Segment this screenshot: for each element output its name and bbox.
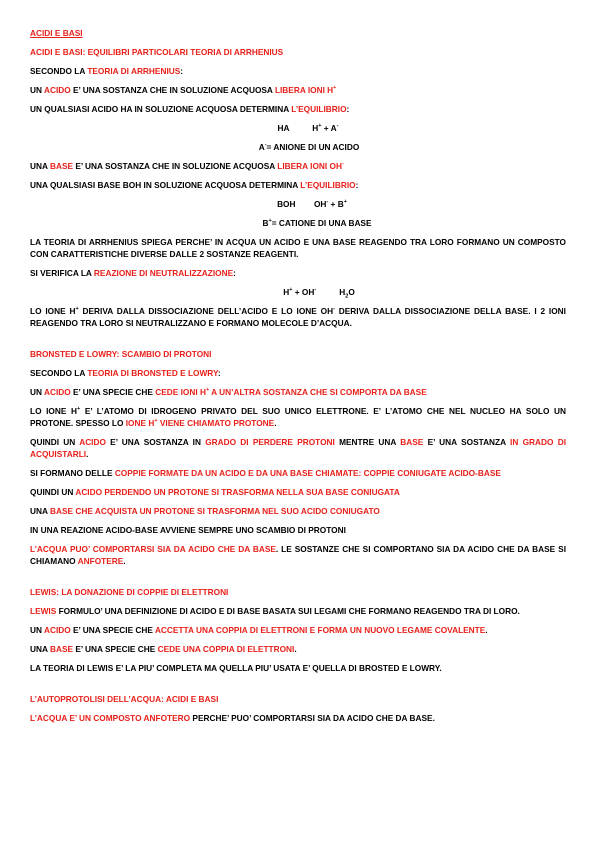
equation-neutralization: H+ + OH- $H_2O$ xyxy=(283,287,355,300)
equation-note: B+= CATIONE DI UNA BASE xyxy=(262,218,372,228)
paragraph: UN ACIDO E’ UNA SPECIE CHE ACCETTA UNA COPPIA DI ELETTRONI E FORMA UN NUOVO LEGAME COVALENTE. xyxy=(30,625,488,635)
equation-base: BOH OH- + B+ xyxy=(277,199,347,209)
paragraph: LA TEORIA DI ARRHENIUS SPIEGA PERCHE’ IN ACQUA UN ACIDO E UNA BASE REAGENDO TRA LORO FORMANO UN COMPOSTO CON CARATTERISTICHE DIVERSE DALLE 2 SOSTANZE REAGENTI. xyxy=(30,237,566,259)
paragraph: UN ACIDO E’ UNA SPECIE CHE CEDE IONI H+ A UN’ALTRA SOSTANZA CHE SI COMPORTA DA BASE xyxy=(30,387,427,397)
paragraph: QUINDI UN ACIDO PERDENDO UN PROTONE SI TRASFORMA NELLA SUA BASE CONIUGATA xyxy=(30,487,400,497)
paragraph: UNA BASE E’ UNA SPECIE CHE CEDE UNA COPPIA DI ELETTRONI. xyxy=(30,644,297,654)
paragraph: UNA QUALSIASI BASE BOH IN SOLUZIONE ACQUOSA DETERMINA L’EQUILIBRIO: xyxy=(30,180,359,190)
paragraph: SECONDO LA TEORIA DI ARRHENIUS: xyxy=(30,66,184,76)
document-title: ACIDI E BASI xyxy=(30,28,83,38)
paragraph: LO IONE H+ E’ L’ATOMO DI IDROGENO PRIVATO DEL SUO UNICO ELETTRONE. E’ L’ATOMO CHE NEL NUCLEO HA SOLO UN PROTONE. SPESSO LO IONE H+ VIENE CHIAMATO PROTONE. xyxy=(30,406,566,428)
paragraph: UN QUALSIASI ACIDO HA IN SOLUZIONE ACQUOSA DETERMINA L’EQUILIBRIO: xyxy=(30,104,350,114)
paragraph: LO IONE H+ DERIVA DALLA DISSOCIAZIONE DELL’ACIDO E LO IONE OH- DERIVA DALLA DISSOCIAZIONE DELLA BASE. I 2 IONI REAGENDO TRA LORO SI NEUTRALIZZANO E FORMANO MOLECOLE D’ACQUA. xyxy=(30,306,566,328)
equation-acid: HA H+ + A- xyxy=(277,123,339,133)
section-heading-lewis: LEWIS: LA DONAZIONE DI COPPIE DI ELETTRONI xyxy=(30,587,229,597)
paragraph: SI FORMANO DELLE COPPIE FORMATE DA UN ACIDO E DA UNA BASE CHIAMATE: COPPIE CONIUGATE ACIDO-BASE xyxy=(30,468,501,478)
paragraph: SI VERIFICA LA REAZIONE DI NEUTRALIZZAZIONE: xyxy=(30,268,236,278)
section-heading-bronsted: BRONSTED E LOWRY: SCAMBIO DI PROTONI xyxy=(30,349,212,359)
paragraph: LEWIS FORMULO’ UNA DEFINIZIONE DI ACIDO E DI BASE BASATA SUI LEGAMI CHE FORMANO REAGENDO TRA DI LORO. xyxy=(30,606,520,616)
paragraph: UN ACIDO E’ UNA SOSTANZA CHE IN SOLUZIONE ACQUOSA LIBERA IONI H+ xyxy=(30,85,337,95)
equation-note: A-= ANIONE DI UN ACIDO xyxy=(258,142,360,152)
paragraph: LA TEORIA DI LEWIS E’ LA PIU’ COMPLETA MA QUELLA PIU’ USATA E’ QUELLA DI BROSTED E LOWRY. xyxy=(30,663,442,673)
document-page xyxy=(30,27,566,731)
paragraph: QUINDI UN ACIDO E’ UNA SOSTANZA IN GRADO DI PERDERE PROTONI MENTRE UNA BASE E’ UNA SOSTANZA IN GRADO DI ACQUISTARLI. xyxy=(30,437,566,459)
paragraph: L’ACQUA E’ UN COMPOSTO ANFOTERO PERCHE’ PUO’ COMPORTARSI SIA DA ACIDO CHE DA BASE. xyxy=(30,713,435,723)
paragraph: SECONDO LA TEORIA DI BRONSTED E LOWRY: xyxy=(30,368,221,378)
paragraph: UNA BASE E’ UNA SOSTANZA CHE IN SOLUZIONE ACQUOSA LIBERA IONI OH- xyxy=(30,161,344,171)
paragraph: L’ACQUA PUO’ COMPORTARSI SIA DA ACIDO CHE DA BASE. LE SOSTANZE CHE SI COMPORTANO SIA DA ACIDO CHE DA BASE SI CHIAMANO ANFOTERE. xyxy=(30,544,567,566)
paragraph: IN UNA REAZIONE ACIDO-BASE AVVIENE SEMPRE UNO SCAMBIO DI PROTONI xyxy=(30,525,346,535)
section-heading-arrhenius: ACIDI E BASI: EQUILIBRI PARTICOLARI TEORIA DI ARRHENIUS xyxy=(30,47,284,57)
paragraph: UNA BASE CHE ACQUISTA UN PROTONE SI TRASFORMA NEL SUO ACIDO CONIUGATO xyxy=(30,506,380,516)
section-heading-autoprotolisi: L’AUTOPROTOLISI DELL’ACQUA: ACIDI E BASI xyxy=(30,694,219,704)
